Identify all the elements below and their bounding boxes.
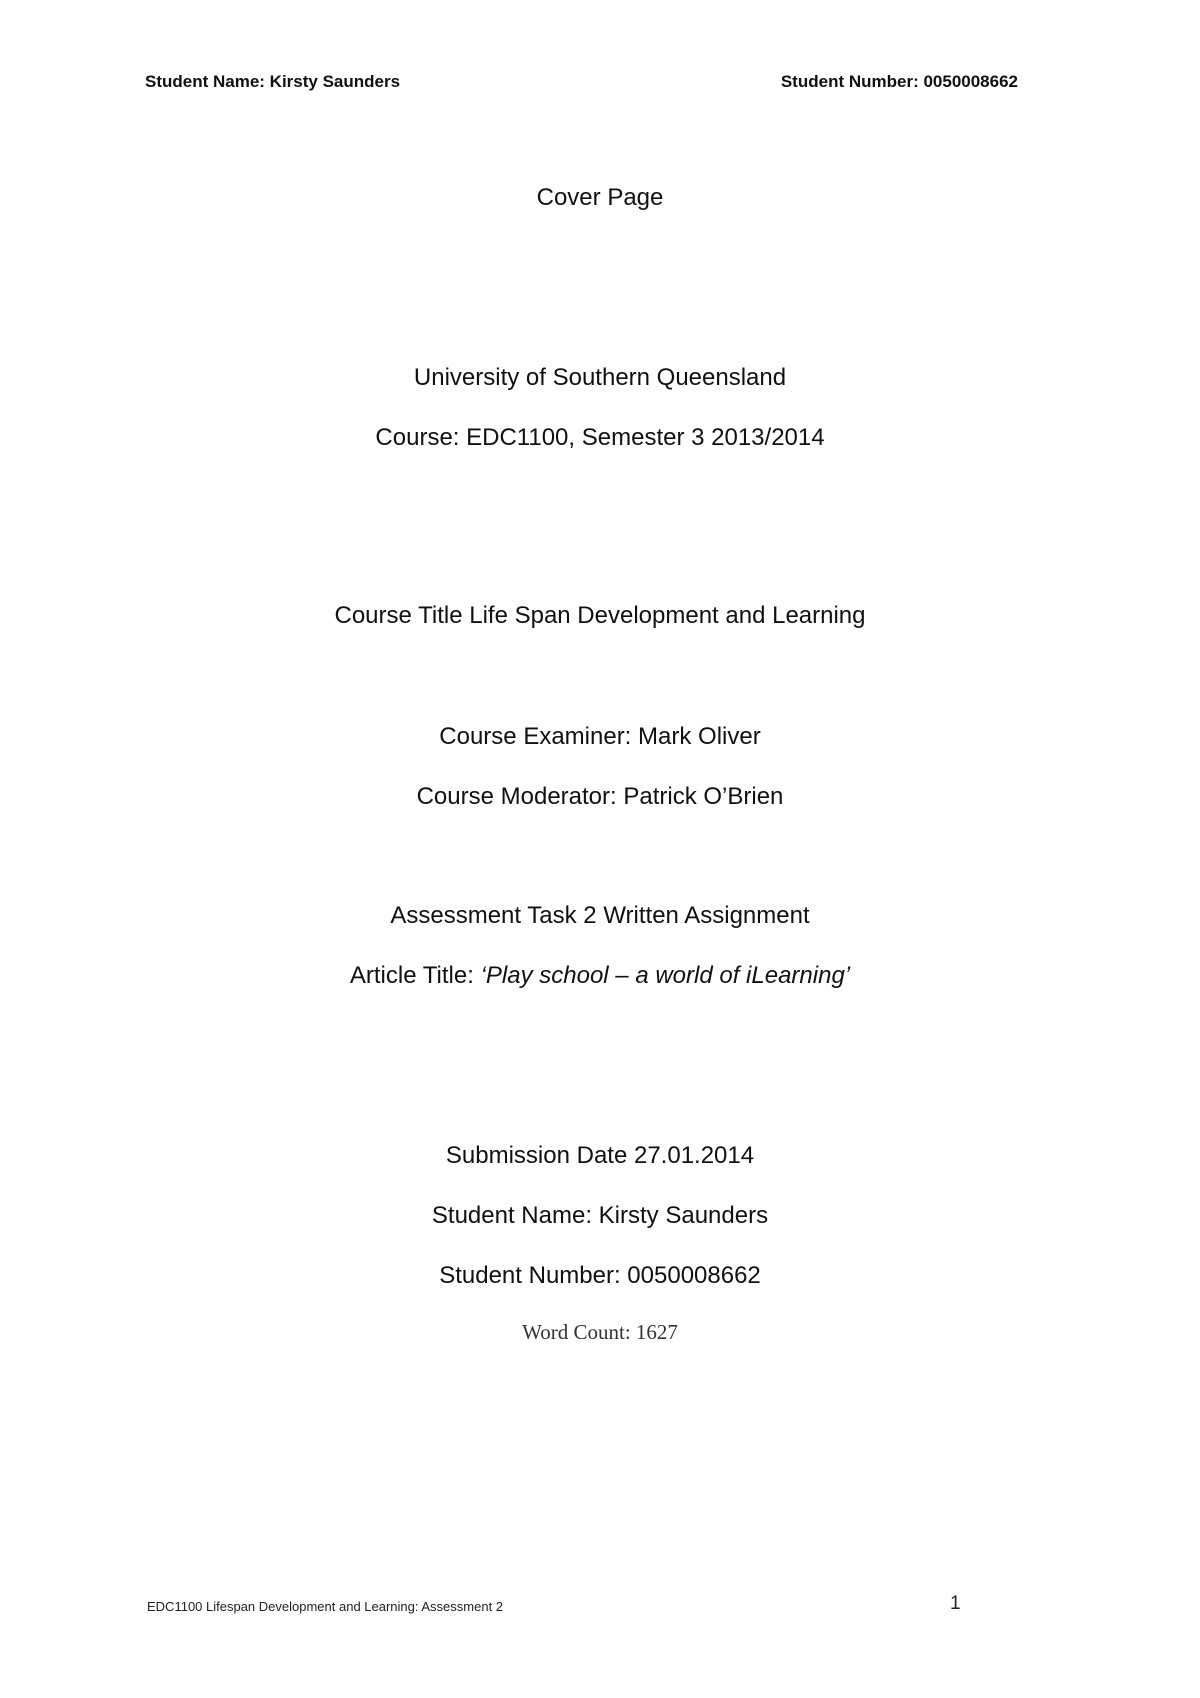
- student-number: Student Number: 0050008662: [439, 1262, 761, 1289]
- course-moderator: Course Moderator: Patrick O’Brien: [416, 783, 784, 810]
- submission-date: Submission Date 27.01.2014: [445, 1142, 755, 1169]
- footer-page-number: 1: [950, 1593, 961, 1614]
- assessment-task: Assessment Task 2 Written Assignment: [390, 902, 810, 929]
- cover-heading: Cover Page: [536, 184, 664, 211]
- student-name: Student Name: Kirsty Saunders: [431, 1202, 769, 1229]
- course-title: Course Title Life Span Development and Learning: [334, 602, 866, 629]
- university-name: University of Southern Queensland: [413, 364, 787, 391]
- course-examiner: Course Examiner: Mark Oliver: [439, 723, 761, 750]
- article-title: ‘Play school – a world of iLearning’: [480, 962, 851, 989]
- footer-course-text: EDC1100 Lifespan Development and Learning: Assessment 2: [147, 1599, 504, 1614]
- article-title-label: Article Title:: [349, 962, 481, 989]
- course-info: Course: EDC1100, Semester 3 2013/2014: [375, 424, 825, 451]
- article-title-line: [0, 961, 1200, 991]
- page-header: [145, 72, 1018, 96]
- header-student-name: Student Name: Kirsty Saunders: [145, 72, 401, 91]
- header-student-number: Student Number: 0050008662: [780, 72, 1018, 91]
- word-count: Word Count: 1627: [522, 1320, 678, 1344]
